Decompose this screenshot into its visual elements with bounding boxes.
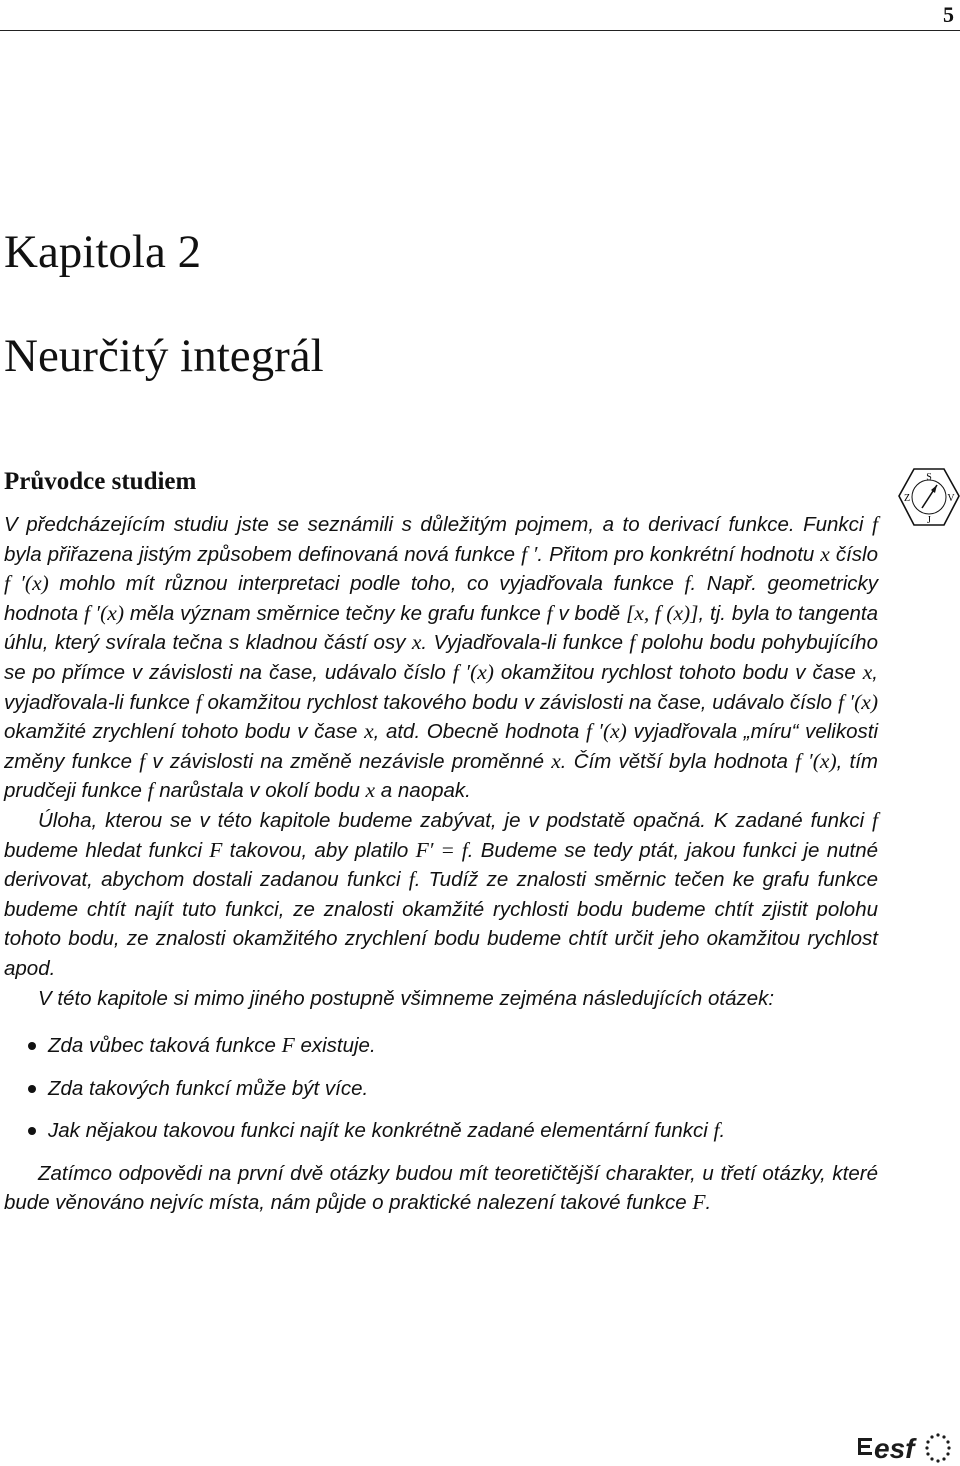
esf-logo-text: esf <box>874 1433 915 1464</box>
compass-east-label: V <box>947 493 955 504</box>
page-number: 5 <box>943 2 954 27</box>
list-item: Jak nějakou takovou funkci najít ke konkrétně zadané elementární funkci f. <box>4 1116 878 1146</box>
questions-list <box>4 1031 878 1146</box>
compass-icon <box>898 466 960 532</box>
paragraph-task-description: Úloha, kterou se v této kapitole budeme zabývat, je v podstatě opačná. K zadané funkci f budeme hledat funkci F takovou, aby platilo F′ = f. Budeme se tedy ptát, jakou funkci je nutné derivovat, abychom dostali zadanou funkci f. Tudíž ze znalosti směrnic tečen ke grafu funkce budeme chtít najít tuto funkci, ze znalosti okamžité rychlosti bodu budeme chtít zjistit polohu tohoto bodu, ze znalosti okamžitého zrychlení bodu budeme chtít určit jeho okamžitou rychlost apod. <box>4 807 879 980</box>
compass-south-label: J <box>927 515 931 526</box>
eu-stars-icon <box>925 1433 950 1462</box>
section-heading: Průvodce studiem <box>4 468 197 495</box>
body-text <box>4 510 878 1218</box>
compass-west-label: Z <box>903 493 911 504</box>
chapter-title: Neurčitý integrál <box>4 330 324 382</box>
paragraph-questions-intro: V této kapitole si mimo jiného postupně všimneme zejména následujících otázek: <box>38 986 775 1010</box>
bullet-icon <box>28 1042 36 1050</box>
bullet-icon <box>28 1127 36 1135</box>
header-rule <box>0 30 960 31</box>
paragraph-conclusion: Zatímco odpovědi na první dvě otázky budou mít teoretičtější charakter, u třetí otázky, které bude věnováno nejvíc místa, nám půjde o praktické nalezení takové funkce F. <box>4 1161 878 1215</box>
paragraph-derivative-recap: V předcházejícím studiu jste se seznámili s důležitým pojmem, a to derivací funkce. Funkci f byla přiřazena jistým způsobem definovaná nová funkce f ′. Přitom pro konkrétní hodnotu x číslo f ′(x) mohlo mít různou interpretaci podle toho, co vyjadřovala funkce f. Např. geometricky hodnota f ′(x) měla význam směrnice tečny ke grafu funkce f v bodě [x, f (x)], tj. byla to tangenta úhlu, který svírala tečna s kladnou částí osy x. Vyjadřovala-li funkce f polohu bodu pohybujícího se po přímce v závislosti na čase, udávalo číslo f ′(x) okamžitou rychlost tohoto bodu v čase x, vyjadřovala-li funkce f okamžitou rychlost takového bodu v závislosti na čase, udávalo číslo f ′(x) okamžité zrychlení tohoto bodu v čase x, atd. Obecně hodnota f ′(x) vyjadřovala „míru“ velikosti změny funkce f v závislosti na změně nezávisle proměnné x. Čím větší byla hodnota f ′(x), tím prudčeji funkce f narůstala v okolí bodu x a naopak. <box>4 512 879 803</box>
list-item: Zda vůbec taková funkce F existuje. <box>4 1031 878 1061</box>
list-item: Zda takových funkcí může být více. <box>4 1074 878 1104</box>
bullet-icon <box>28 1085 36 1093</box>
chapter-label: Kapitola 2 <box>4 226 202 278</box>
compass-north-label: S <box>926 472 932 483</box>
esf-logo <box>858 1428 958 1466</box>
